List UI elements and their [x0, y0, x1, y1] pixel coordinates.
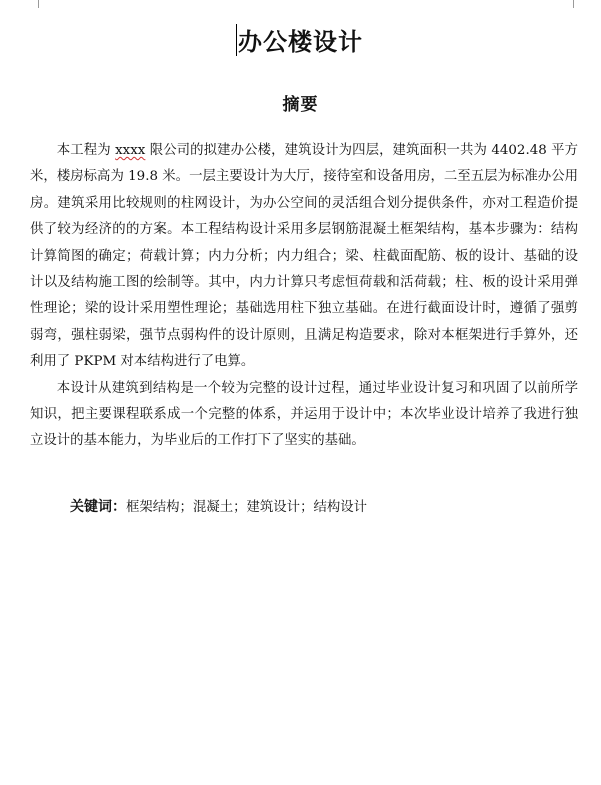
text-cursor — [236, 24, 237, 56]
keywords-label: 关键词： — [70, 499, 126, 515]
paragraph-1-lead: 本工程为 — [56, 143, 111, 158]
abstract-paragraph-2[interactable]: 本设计从建筑到结构是一个较为完整的设计过程，通过毕业设计复习和巩固了以前所学知识，把主要课程联系成一个完整的体系，并运用于设计中；本次毕业设计培养了我进行独立设计的基本能力，为毕业后的工作打下了坚实的基础。 — [30, 380, 578, 449]
abstract-body[interactable] — [30, 138, 578, 455]
spellcheck-marked-word[interactable]: xxxx — [115, 143, 146, 158]
keywords-line[interactable] — [70, 496, 367, 516]
paragraph-1-rest: 限公司的拟建办公楼，建筑设计为四层，建筑面积一共为 4402.48 平方米，楼房标高为 19.8 米。一层主要设计为大厅，接待室和设备用房，二至五层为标准办公用房。建筑采用比较规则的柱网设计，为办公空间的灵活组合划分提供条件，亦对工程造价提供了较为经济的的方案。本工程结构设计采用多层钢筋混凝土框架结构，基本步骤为：结构计算简图的确定；荷载计算；内力分析；内力组合；梁、柱截面配筋、板的设计、基础的设计以及结构施工图的绘制等。其中，内力计算只考虑恒荷载和活荷载；柱、板的设计采用弹性理论；梁的设计采用塑性理论；基础选用柱下独立基础。在进行截面设计时，遵循了强剪弱弯，强柱弱梁，强节点弱构件的设计原则，且满足构造要求，除对本框架进行手算外，还利用了 PKPM 对本结构进行了电算。 — [30, 143, 578, 370]
keywords-list: 框架结构；混凝土；建筑设计；结构设计 — [126, 500, 368, 515]
document-title[interactable]: 办公楼设计 — [238, 27, 363, 56]
page-corner-mark-right — [573, 0, 584, 8]
abstract-heading[interactable]: 摘要 — [282, 95, 319, 115]
page-corner-mark-left — [28, 0, 39, 8]
abstract-paragraph-1[interactable] — [30, 138, 578, 376]
